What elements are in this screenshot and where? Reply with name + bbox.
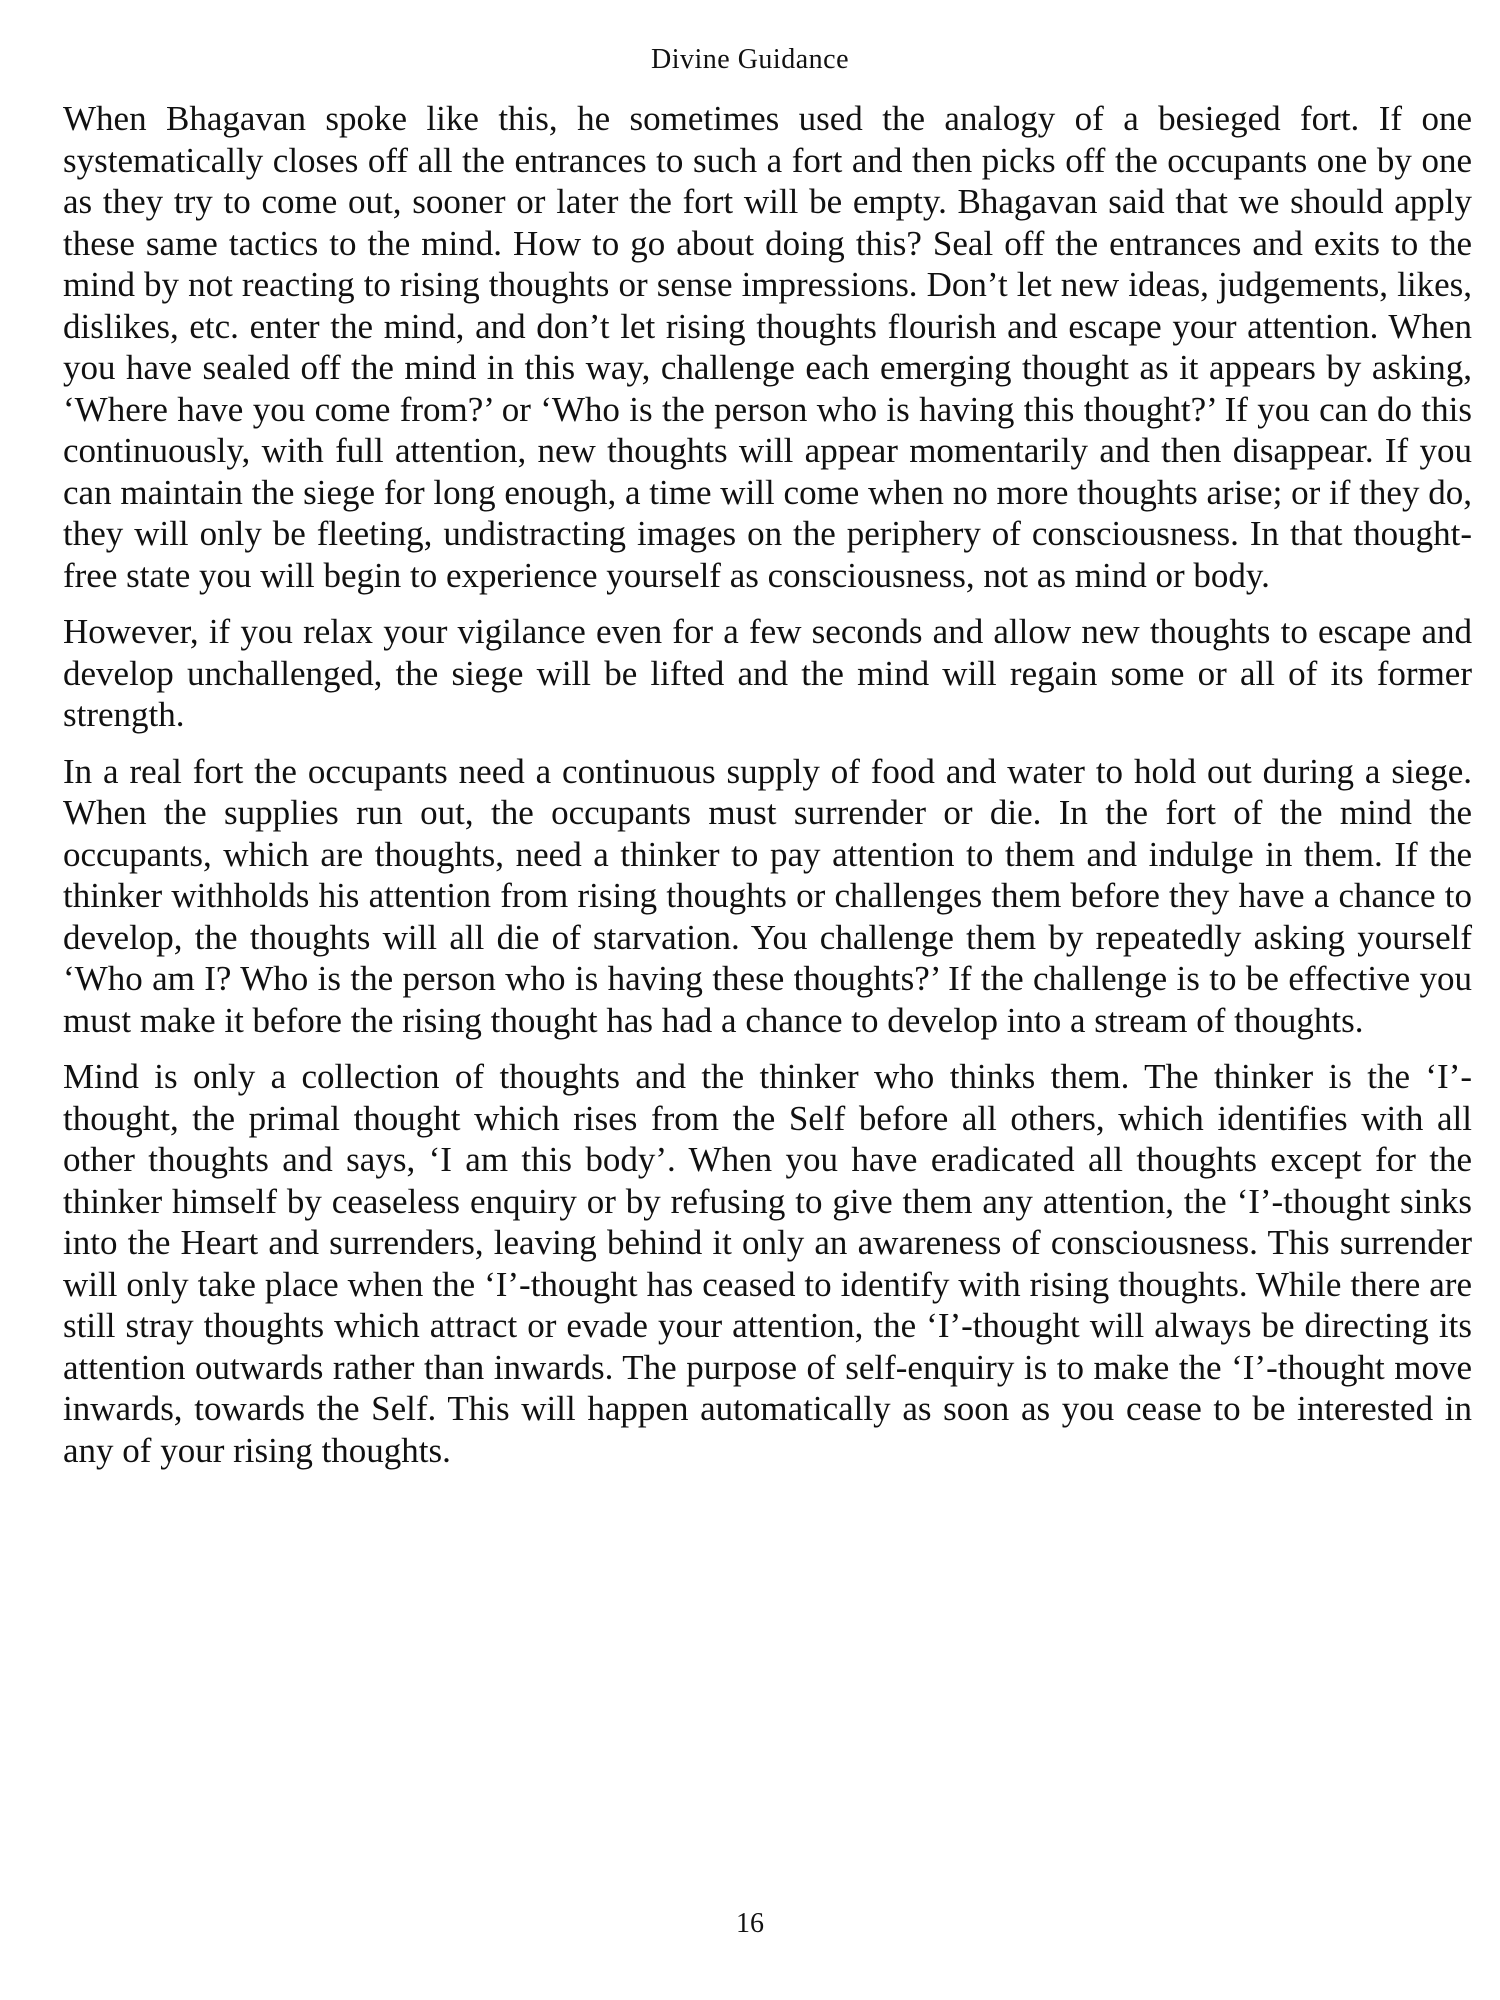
running-title: Divine Guidance	[651, 44, 849, 75]
paragraph-real-fort: In a real fort the occupants need a continuous supply of food and water to hold out during a siege. When the supplies run out, the occupants must surrender or die. In the fort of the mind the occupants, which are thoughts, need a thinker to pay attention to them and indulge in them. If the thinker withholds his attention from rising thoughts or challenges them before they have a chance to develop, the thoughts will all die of starvation. You challenge them by repeatedly asking yourself ‘Who am I? Who is the person who is having these thoughts?’ If the challenge is to be effective you must make it before the rising thought has had a chance to develop into a stream of thoughts.	[63, 751, 1472, 1040]
paragraph-vigilance: However, if you relax your vigilance even for a few seconds and allow new thoughts to escape and develop unchallenged, the siege will be lifted and the mind will regain some or all of its former strength.	[63, 612, 1472, 734]
paragraph-mind-collection: Mind is only a collection of thoughts and the thinker who thinks them. The thinker is the ‘I’-thought, the primal thought which rises from the Self before all others, which identifies with all other thoughts and says, ‘I am this body’. When you have eradicated all thoughts except for the thinker himself by ceaseless enquiry or by refusing to give them any attention, the ‘I’-thought sinks into the Heart and surrenders, leaving behind it only an awareness of consciousness. This surrender will only take place when the ‘I’-thought has ceased to identify with rising thoughts. While there are still stray thoughts which attract or evade your attention, the ‘I’-thought will always be directing its attention outwards rather than inwards. The purpose of self-enquiry is to make the ‘I’-thought move inwards, towards the Self. This will happen automatically as soon as you cease to be interested in any of your rising thoughts.	[63, 1057, 1472, 1470]
body-text	[63, 98, 1472, 1486]
paragraph-besieged-fort: When Bhagavan spoke like this, he sometimes used the analogy of a besieged fort. If one systematically closes off all the entrances to such a fort and then picks off the occupants one by one as they try to come out, sooner or later the fort will be empty. Bhagavan said that we should apply these same tactics to the mind. How to go about doing this? Seal off the entrances and exits to the mind by not reacting to rising thoughts or sense impressions. Don’t let new ideas, judgements, likes, dislikes, etc. enter the mind, and don’t let rising thoughts flourish and escape your attention. When you have sealed off the mind in this way, challenge each emerging thought as it appears by asking, ‘Where have you come from?’ or ‘Who is the person who is having this thought?’ If you can do this continuously, with full attention, new thoughts will appear momentarily and then disappear. If you can maintain the siege for long enough, a time will come when no more thoughts arise; or if they do, they will only be fleeting, undistracting images on the periphery of consciousness. In that thought-free state you will begin to experience yourself as consciousness, not as mind or body.	[63, 99, 1472, 595]
page-number: 16	[736, 1908, 764, 1939]
